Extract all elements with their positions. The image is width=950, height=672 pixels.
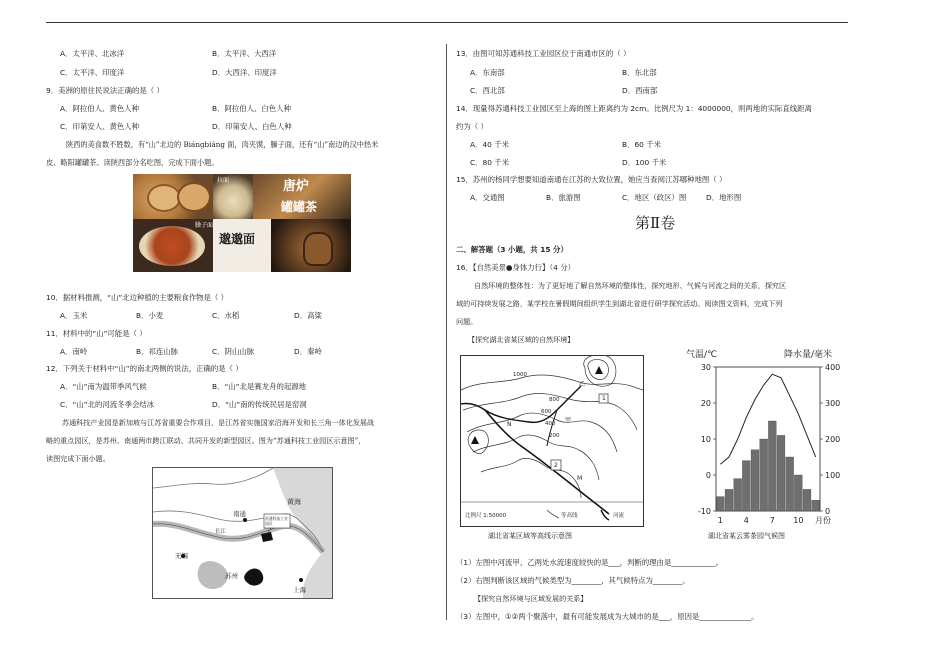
label-yi: 乙: [579, 381, 586, 388]
precip-tick-label: 200: [825, 435, 841, 444]
q10-option-d: D．高粱: [294, 311, 322, 320]
precip-bar-7: [768, 421, 776, 511]
explore-heading-1: 【探究湖北省某区域的自然环境】: [468, 335, 575, 344]
q14-stem-line1: 14．现量得苏通科技工业园区至上海的图上距离约为 2cm。比例尺为 1：4000000，则两地的实际直线距离: [456, 104, 812, 113]
q10-option-a: A．玉米: [60, 311, 88, 320]
temp-tick-label: 20: [700, 399, 711, 408]
temperature-line: [720, 374, 815, 464]
map-label-wuxi: 无锡: [175, 552, 188, 560]
precip-tick-label: 400: [825, 363, 841, 372]
climate-chart: [680, 345, 850, 545]
volume-title: 第Ⅱ卷: [635, 214, 676, 232]
month-tick-label: 1: [717, 516, 723, 525]
q13-option-a: A．东南部: [470, 68, 505, 77]
settlement-1: 1: [602, 395, 606, 402]
explore-heading-2: 【探究自然环境与区域发展的关系】: [474, 594, 588, 603]
month-tick-label: 7: [769, 516, 775, 525]
precip-bar-3: [734, 479, 742, 511]
map-label-park: 苏通科技工业园区: [265, 516, 288, 526]
q14-option-c: C．80 千米: [470, 158, 510, 167]
month-tick-label: 4: [743, 516, 749, 525]
q12-option-d: D．“山”南的传统民居是窑洞: [212, 400, 307, 409]
q9-option-d: D．印第安人、白色人种: [212, 122, 292, 131]
q16-para-line1: 自然环境的整体性：为了更好地了解自然环境的整体性，探究地形、气候与河流之间的关系，探究区: [474, 281, 787, 290]
contour-label-200: 200: [549, 433, 560, 439]
map-scale: 比例尺 1:50000: [465, 513, 507, 519]
map-label-nantong: 南通: [233, 510, 246, 518]
precip-tick-label: 300: [825, 399, 841, 408]
shaanxi-passage-line1: 陕西的美食数不胜数，有“山”北边的 Biángbiáng 面，肉夹馍，臊子面，还有“山”南边的汉中热米: [66, 140, 379, 149]
q13-option-c: C．西北部: [470, 86, 505, 95]
q16-stem: 16．【自然美景●身体力行】（4 分）: [456, 263, 575, 272]
contour-map-caption: 湖北省某区域等高线示意图: [488, 532, 572, 540]
lamian-label: 拉面: [217, 177, 230, 184]
sutong-park-map: [152, 467, 333, 599]
temp-axis-label: 气温/℃: [686, 350, 718, 360]
precip-bar-11: [803, 489, 811, 511]
q14-option-d: D．100 千米: [622, 158, 667, 167]
q15-stem: 15．苏州的杨同学想要知道南通在江苏的大致位置，她应当查阅江苏哪种地图（ ）: [456, 175, 727, 184]
q9-stem: 9．美洲的原住民说法正确的是（ ）: [46, 86, 164, 95]
precip-bar-5: [751, 450, 759, 511]
contour-label-400: 400: [545, 421, 556, 427]
q9-option-b: B．阿拉伯人、白色人种: [212, 104, 291, 113]
q16-sub3: （3）左图中，①②两个聚落中，最有可能发展成为大城市的是___，原因是______________。: [456, 612, 759, 621]
q11-option-c: C．阴山山脉: [212, 347, 255, 356]
map-label-huanghai: 黄海: [287, 498, 301, 506]
q11-stem: 11．材料中的“山”可能是（ ）: [46, 329, 147, 338]
q16-sub2: （2）右图判断该区域的气候类型为________，其气候特点为________。: [456, 576, 690, 585]
q14-stem-line2: 约为（ ）: [456, 122, 488, 131]
contour-label-600: 600: [541, 409, 552, 415]
climate-chart-title: 湖北省某云雾茶园气候图: [708, 532, 785, 540]
temp-tick-label: 30: [700, 363, 711, 372]
contour-label-800: 800: [549, 397, 560, 403]
q12-option-c: C．“山”北的河流冬季会结冰: [60, 400, 155, 409]
q12-option-b: B．“山”北是赛龙舟的起源地: [212, 382, 307, 391]
tanglu-label: 唐炉: [283, 179, 310, 194]
q13-option-b: B．东北部: [622, 68, 657, 77]
label-n: N: [507, 421, 512, 428]
precip-bar-9: [786, 457, 794, 511]
q8-option-c: C．太平洋、印度洋: [60, 68, 125, 77]
label-m: M: [577, 475, 583, 482]
q14-option-a: A．40 千米: [470, 140, 509, 149]
contour-map: [460, 355, 644, 527]
precip-bar-6: [760, 439, 768, 511]
q10-option-c: C．水稻: [212, 311, 240, 320]
saozimian-label: 臊子面: [195, 222, 214, 229]
q15-option-c: C．地区（政区）图: [622, 193, 687, 202]
label-jia: 甲: [565, 417, 572, 424]
q8-option-b: B．太平洋、大西洋: [212, 49, 277, 58]
legend-contour: 等高线: [561, 513, 578, 519]
precip-bar-12: [812, 500, 820, 511]
precip-tick-label: 0: [825, 507, 831, 516]
q9-option-c: C．印第安人、黄色人种: [60, 122, 140, 131]
precip-bar-8: [777, 435, 785, 511]
settlement-2: 2: [554, 462, 558, 469]
section2-heading: 二、解答题（3 小题，共 15 分）: [456, 245, 568, 254]
shaanxi-passage-line2: 皮、略阳罐罐茶。读陕西部分名吃图，完成下面小题。: [46, 158, 219, 167]
biangbiang-label: 邈邈面: [219, 232, 256, 246]
precip-axis-label: 降水量/毫米: [784, 350, 833, 360]
q11-option-d: D．秦岭: [294, 347, 322, 356]
month-tick-label: 10: [793, 516, 804, 525]
temp-tick-label: -10: [697, 507, 711, 516]
q8-option-a: A．太平洋、北冰洋: [60, 49, 125, 58]
q16-sub1: （1）左图中河流甲、乙两处水流速度较快的是___，判断的理由是____________。: [456, 558, 724, 567]
q13-stem: 13．由图可知苏通科技工业园区位于南通市区的（ ）: [456, 49, 631, 58]
q12-option-a: A．“山”南为温带季风气候: [60, 382, 147, 391]
header-rule: [46, 22, 848, 23]
q11-option-a: A．南岭: [60, 347, 88, 356]
climate-chart-svg: [680, 345, 850, 545]
temp-tick-label: 0: [705, 471, 711, 480]
precip-bar-1: [716, 497, 724, 511]
precip-bar-4: [742, 461, 750, 511]
q9-option-a: A．阿拉伯人、黄色人种: [60, 104, 139, 113]
suzhou-passage-line1: 苏通科技产业园是新加坡与江苏省重要合作项目，是江苏省实施国家沿海开发和长三角一体化发展战: [62, 418, 375, 427]
q13-option-d: D．西南部: [622, 86, 658, 95]
guanguancha-label: 罐罐茶: [281, 200, 318, 214]
month-axis-suffix: 月份: [815, 516, 831, 525]
suzhou-passage-line3: 读图完成下面小题。: [46, 454, 110, 463]
shaanxi-food-collage: [133, 174, 351, 272]
suzhou-passage-line2: 略的重点园区，是苏州、南通两市跨江联动、共同开发的新型园区。图为“苏通科技工业园区示意图”，: [46, 436, 366, 445]
q10-stem: 10．据材料推测，“山”北边种植的主要粮食作物是（ ）: [46, 293, 229, 302]
contour-label-1000: 1000: [513, 372, 527, 378]
q15-option-d: D．地形图: [706, 193, 742, 202]
q15-option-b: B．旅游图: [546, 193, 581, 202]
q16-para-line2: 域的可持续发展之路，某学校在暑假期间组织学生到湖北省进行研学探究活动。阅读图文资料，完成下列: [456, 299, 783, 308]
q10-option-b: B．小麦: [136, 311, 164, 320]
q12-stem: 12．下列关于材料中“山”的南北两侧的说法，正确的是（ ）: [46, 364, 243, 373]
map-label-shanghai: 上海: [293, 586, 306, 594]
map-label-river: 长江: [215, 529, 227, 535]
q16-para-line3: 问题。: [456, 317, 478, 326]
q8-option-d: D．大西洋、印度洋: [212, 68, 277, 77]
legend-river: 河流: [613, 513, 625, 519]
precip-bar-10: [794, 475, 802, 511]
precip-tick-label: 100: [825, 471, 841, 480]
column-divider: [446, 44, 447, 620]
q14-option-b: B．60 千米: [622, 140, 661, 149]
map-label-suzhou: 苏州: [225, 572, 238, 580]
q11-option-b: B．祁连山脉: [136, 347, 179, 356]
temp-tick-label: 10: [700, 435, 711, 444]
q15-option-a: A．交通图: [470, 193, 505, 202]
precip-bar-2: [725, 489, 733, 511]
